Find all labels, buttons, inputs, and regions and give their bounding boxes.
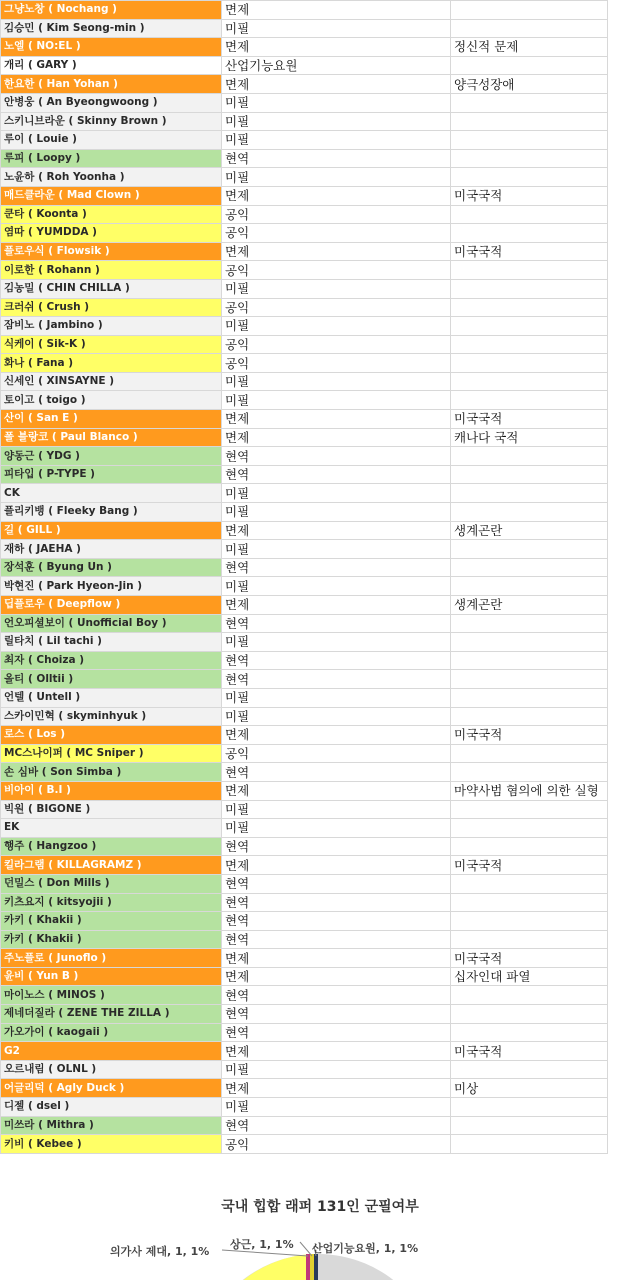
note-cell: 생계곤란 xyxy=(451,521,608,540)
rapper-name-cell: 비아이 ( B.I ) xyxy=(1,781,222,800)
rapper-name-cell: 쿤타 ( Koonta ) xyxy=(1,205,222,224)
table-row xyxy=(1,1098,608,1117)
rapper-name-cell: 플로우식 ( Flowsik ) xyxy=(1,242,222,261)
table-row xyxy=(1,577,608,596)
rapper-name-cell: 개리 ( GARY ) xyxy=(1,56,222,75)
military-status-cell: 미필 xyxy=(222,112,451,131)
note-cell: 미국국적 xyxy=(451,949,608,968)
table-row xyxy=(1,205,608,224)
military-status-cell: 현역 xyxy=(222,874,451,893)
rapper-name-cell: 플리키뱅 ( Fleeky Bang ) xyxy=(1,503,222,522)
military-status-cell: 면제 xyxy=(222,1079,451,1098)
military-status-cell: 미필 xyxy=(222,391,451,410)
table-row xyxy=(1,93,608,112)
rapper-name-cell: 토이고 ( toigo ) xyxy=(1,391,222,410)
rapper-name-cell: 그냥노창 ( Nochang ) xyxy=(1,1,222,20)
table-row xyxy=(1,465,608,484)
note-cell xyxy=(451,874,608,893)
note-cell: 미국국적 xyxy=(451,186,608,205)
military-status-cell: 미필 xyxy=(222,633,451,652)
military-status-cell: 현역 xyxy=(222,465,451,484)
military-status-cell: 면제 xyxy=(222,75,451,94)
military-status-cell: 면제 xyxy=(222,38,451,57)
note-cell: 미국국적 xyxy=(451,242,608,261)
table-row xyxy=(1,949,608,968)
table-row xyxy=(1,298,608,317)
military-status-cell: 공익 xyxy=(222,205,451,224)
military-status-cell: 면제 xyxy=(222,949,451,968)
note-cell xyxy=(451,168,608,187)
rapper-name-cell: 언오피셜보이 ( Unofficial Boy ) xyxy=(1,614,222,633)
military-status-cell: 면제 xyxy=(222,521,451,540)
rapper-name-cell: 킬라그램 ( KILLAGRAMZ ) xyxy=(1,856,222,875)
pie-chart xyxy=(0,1226,640,1280)
table-row xyxy=(1,763,608,782)
table-row xyxy=(1,912,608,931)
table-row xyxy=(1,744,608,763)
rapper-name-cell: 키츠요지 ( kitsyojii ) xyxy=(1,893,222,912)
table-row xyxy=(1,930,608,949)
note-cell xyxy=(451,298,608,317)
military-status-cell: 현역 xyxy=(222,558,451,577)
table-row xyxy=(1,372,608,391)
military-status-cell: 면제 xyxy=(222,596,451,615)
military-status-cell: 면제 xyxy=(222,856,451,875)
military-status-cell: 현역 xyxy=(222,837,451,856)
note-cell xyxy=(451,205,608,224)
rapper-name-cell: 릴타치 ( Lil tachi ) xyxy=(1,633,222,652)
military-status-cell: 현역 xyxy=(222,149,451,168)
table-row xyxy=(1,670,608,689)
note-cell xyxy=(451,1116,608,1135)
note-cell xyxy=(451,261,608,280)
table-body xyxy=(1,1,608,1154)
chart-title: 국내 힙합 래퍼 131인 군필여부 xyxy=(221,1199,419,1215)
rapper-name-cell: 염따 ( YUMDDA ) xyxy=(1,224,222,243)
leader-line-sanggeun xyxy=(300,1242,312,1256)
note-cell xyxy=(451,93,608,112)
military-status-cell: 현역 xyxy=(222,651,451,670)
table-row xyxy=(1,633,608,652)
military-status-cell: 현역 xyxy=(222,1023,451,1042)
table-row xyxy=(1,800,608,819)
military-status-cell: 미필 xyxy=(222,1060,451,1079)
military-status-cell: 면제 xyxy=(222,428,451,447)
rapper-name-cell: 행주 ( Hangzoo ) xyxy=(1,837,222,856)
table-row xyxy=(1,354,608,373)
note-cell xyxy=(451,763,608,782)
table-row xyxy=(1,335,608,354)
military-status-cell: 미필 xyxy=(222,688,451,707)
rapper-name-cell: 양동근 ( YDG ) xyxy=(1,447,222,466)
table-row xyxy=(1,893,608,912)
rapper-name-cell: 노엘 ( NO:EL ) xyxy=(1,38,222,57)
note-cell xyxy=(451,930,608,949)
military-status-cell: 공익 xyxy=(222,261,451,280)
military-status-cell: 현역 xyxy=(222,763,451,782)
table-row xyxy=(1,1005,608,1024)
table-row xyxy=(1,1079,608,1098)
table-row xyxy=(1,447,608,466)
rapper-name-cell: 이로한 ( Rohann ) xyxy=(1,261,222,280)
table-row xyxy=(1,596,608,615)
pie-slice-industrial xyxy=(314,1254,318,1280)
rapper-name-cell: 재하 ( JAEHA ) xyxy=(1,540,222,559)
rapper-name-cell: 화나 ( Fana ) xyxy=(1,354,222,373)
note-cell xyxy=(451,893,608,912)
note-cell: 미국국적 xyxy=(451,726,608,745)
rapper-name-cell: 김승민 ( Kim Seong-min ) xyxy=(1,19,222,38)
military-status-cell: 공익 xyxy=(222,1135,451,1154)
table-row xyxy=(1,75,608,94)
table-row xyxy=(1,503,608,522)
note-cell xyxy=(451,633,608,652)
rapper-name-cell: 식케이 ( Sik-K ) xyxy=(1,335,222,354)
table-row xyxy=(1,391,608,410)
military-status-cell: 면제 xyxy=(222,781,451,800)
military-status-cell: 현역 xyxy=(222,893,451,912)
military-status-cell: 면제 xyxy=(222,1,451,20)
military-status-cell: 미필 xyxy=(222,372,451,391)
note-cell xyxy=(451,354,608,373)
rapper-name-cell: 주노플로 ( Junoflo ) xyxy=(1,949,222,968)
rapper-name-cell: 카키 ( Khakii ) xyxy=(1,930,222,949)
note-cell xyxy=(451,1005,608,1024)
table-row xyxy=(1,149,608,168)
military-status-cell: 미필 xyxy=(222,93,451,112)
rapper-name-cell: 제네더질라 ( ZENE THE ZILLA ) xyxy=(1,1005,222,1024)
note-cell xyxy=(451,335,608,354)
rapper-name-cell: 디젤 ( dsel ) xyxy=(1,1098,222,1117)
military-status-cell: 산업기능요원 xyxy=(222,56,451,75)
table-row xyxy=(1,131,608,150)
rapper-name-cell: 최자 ( Choiza ) xyxy=(1,651,222,670)
military-status-cell: 공익 xyxy=(222,354,451,373)
note-cell xyxy=(451,540,608,559)
note-cell: 캐나다 국적 xyxy=(451,428,608,447)
pie-label-sanggeun: 상근, 1, 1% xyxy=(230,1238,294,1251)
table-row xyxy=(1,186,608,205)
military-status-cell: 면제 xyxy=(222,410,451,429)
table-row xyxy=(1,224,608,243)
rapper-name-cell: 어글리덕 ( Agly Duck ) xyxy=(1,1079,222,1098)
military-status-cell: 미필 xyxy=(222,279,451,298)
note-cell xyxy=(451,558,608,577)
note-cell xyxy=(451,484,608,503)
military-status-cell: 면제 xyxy=(222,186,451,205)
rapper-name-cell: 스카이민혁 ( skyminhyuk ) xyxy=(1,707,222,726)
table-row xyxy=(1,38,608,57)
military-status-cell: 미필 xyxy=(222,19,451,38)
rapper-name-cell: 오르내림 ( OLNL ) xyxy=(1,1060,222,1079)
military-status-cell: 공익 xyxy=(222,744,451,763)
military-status-cell: 공익 xyxy=(222,298,451,317)
note-cell xyxy=(451,912,608,931)
rapper-name-cell: 박현진 ( Park Hyeon-Jin ) xyxy=(1,577,222,596)
rapper-name-cell: 신세인 ( XINSAYNE ) xyxy=(1,372,222,391)
military-status-cell: 면제 xyxy=(222,967,451,986)
military-status-cell: 면제 xyxy=(222,242,451,261)
military-status-cell: 현역 xyxy=(222,670,451,689)
table-row xyxy=(1,1060,608,1079)
table-row xyxy=(1,1116,608,1135)
table-row xyxy=(1,484,608,503)
note-cell: 십자인대 파열 xyxy=(451,967,608,986)
military-status-cell: 미필 xyxy=(222,168,451,187)
note-cell: 미상 xyxy=(451,1079,608,1098)
military-status-cell: 현역 xyxy=(222,912,451,931)
military-status-cell: 미필 xyxy=(222,540,451,559)
rapper-name-cell: 장석훈 ( Byung Un ) xyxy=(1,558,222,577)
table-row xyxy=(1,558,608,577)
note-cell xyxy=(451,577,608,596)
note-cell: 미국국적 xyxy=(451,410,608,429)
military-status-cell: 미필 xyxy=(222,707,451,726)
rapper-name-cell: MC스나이퍼 ( MC Sniper ) xyxy=(1,744,222,763)
military-status-cell: 현역 xyxy=(222,986,451,1005)
note-cell: 미국국적 xyxy=(451,1042,608,1061)
rapper-name-cell: 한요한 ( Han Yohan ) xyxy=(1,75,222,94)
rapper-name-cell: 매드클라운 ( Mad Clown ) xyxy=(1,186,222,205)
table-row xyxy=(1,614,608,633)
table-row xyxy=(1,261,608,280)
military-status-cell: 미필 xyxy=(222,503,451,522)
table-row xyxy=(1,56,608,75)
note-cell xyxy=(451,503,608,522)
rapper-name-cell: 로스 ( Los ) xyxy=(1,726,222,745)
military-status-cell: 미필 xyxy=(222,1098,451,1117)
note-cell xyxy=(451,279,608,298)
military-status-cell: 현역 xyxy=(222,614,451,633)
note-cell: 정신적 문제 xyxy=(451,38,608,57)
military-status-cell: 면제 xyxy=(222,1042,451,1061)
note-cell xyxy=(451,372,608,391)
table-row xyxy=(1,819,608,838)
table-row xyxy=(1,781,608,800)
table-row xyxy=(1,707,608,726)
table-row xyxy=(1,540,608,559)
note-cell xyxy=(451,707,608,726)
rapper-name-cell: 키비 ( Kebee ) xyxy=(1,1135,222,1154)
note-cell xyxy=(451,131,608,150)
rapper-name-cell: 길 ( GILL ) xyxy=(1,521,222,540)
note-cell xyxy=(451,19,608,38)
table-row xyxy=(1,410,608,429)
rapper-name-cell: 가오가이 ( kaogaii ) xyxy=(1,1023,222,1042)
note-cell xyxy=(451,651,608,670)
rapper-name-cell: 피타입 ( P-TYPE ) xyxy=(1,465,222,484)
note-cell xyxy=(451,986,608,1005)
note-cell xyxy=(451,688,608,707)
table-row xyxy=(1,726,608,745)
pie-slice-discharge xyxy=(306,1254,310,1280)
rapper-name-cell: 산이 ( San E ) xyxy=(1,410,222,429)
note-cell xyxy=(451,1060,608,1079)
table-row xyxy=(1,856,608,875)
pie-label-discharge: 의가사 제대, 1, 1% xyxy=(110,1245,210,1258)
military-status-cell: 미필 xyxy=(222,577,451,596)
note-cell: 미국국적 xyxy=(451,856,608,875)
table-row xyxy=(1,317,608,336)
military-status-cell: 면제 xyxy=(222,726,451,745)
table-row xyxy=(1,521,608,540)
note-cell xyxy=(451,670,608,689)
pie-label-industrial: 산업기능요원, 1, 1% xyxy=(312,1242,419,1255)
rapper-name-cell: 던밀스 ( Don Mills ) xyxy=(1,874,222,893)
military-status-cell: 미필 xyxy=(222,131,451,150)
rapper-name-cell: 손 심바 ( Son Simba ) xyxy=(1,763,222,782)
table-row xyxy=(1,19,608,38)
note-cell xyxy=(451,819,608,838)
rapper-name-cell: 윤비 ( Yun B ) xyxy=(1,967,222,986)
note-cell xyxy=(451,112,608,131)
note-cell xyxy=(451,800,608,819)
table-row xyxy=(1,112,608,131)
note-cell xyxy=(451,1023,608,1042)
note-cell xyxy=(451,1,608,20)
table-row xyxy=(1,967,608,986)
note-cell xyxy=(451,224,608,243)
note-cell xyxy=(451,744,608,763)
table-row xyxy=(1,168,608,187)
note-cell xyxy=(451,465,608,484)
rapper-name-cell: 카키 ( Khakii ) xyxy=(1,912,222,931)
military-status-cell: 미필 xyxy=(222,317,451,336)
table-row xyxy=(1,242,608,261)
rapper-name-cell: 잠비노 ( Jambino ) xyxy=(1,317,222,336)
note-cell xyxy=(451,149,608,168)
military-status-cell: 현역 xyxy=(222,930,451,949)
rapper-name-cell: 김농밀 ( CHIN CHILLA ) xyxy=(1,279,222,298)
military-status-cell: 현역 xyxy=(222,1116,451,1135)
table-row xyxy=(1,1023,608,1042)
table-row xyxy=(1,279,608,298)
military-status-cell: 공익 xyxy=(222,224,451,243)
note-cell xyxy=(451,1135,608,1154)
rapper-name-cell: 언텔 ( Untell ) xyxy=(1,688,222,707)
note-cell xyxy=(451,614,608,633)
rapper-name-cell: G2 xyxy=(1,1042,222,1061)
military-status-cell: 미필 xyxy=(222,819,451,838)
table-row xyxy=(1,1042,608,1061)
military-status-cell: 미필 xyxy=(222,484,451,503)
rapper-name-cell: 루피 ( Loopy ) xyxy=(1,149,222,168)
rapper-name-cell: 루이 ( Louie ) xyxy=(1,131,222,150)
note-cell: 마약사범 혐의에 의한 실형 xyxy=(451,781,608,800)
table-row xyxy=(1,1,608,20)
rapper-name-cell: 마이노스 ( MINOS ) xyxy=(1,986,222,1005)
note-cell: 생계곤란 xyxy=(451,596,608,615)
table-row xyxy=(1,1135,608,1154)
rapper-name-cell: 폴 블랑코 ( Paul Blanco ) xyxy=(1,428,222,447)
military-status-cell: 현역 xyxy=(222,1005,451,1024)
table-row xyxy=(1,837,608,856)
rapper-name-cell: 스키니브라운 ( Skinny Brown ) xyxy=(1,112,222,131)
table-row xyxy=(1,428,608,447)
note-cell xyxy=(451,1098,608,1117)
rapper-name-cell: 올티 ( Olltii ) xyxy=(1,670,222,689)
rapper-name-cell: 딥플로우 ( Deepflow ) xyxy=(1,596,222,615)
rapper-name-cell: 안병웅 ( An Byeongwoong ) xyxy=(1,93,222,112)
rapper-name-cell: 크러쉬 ( Crush ) xyxy=(1,298,222,317)
table-row xyxy=(1,986,608,1005)
note-cell xyxy=(451,56,608,75)
table-row xyxy=(1,688,608,707)
note-cell xyxy=(451,391,608,410)
note-cell: 양극성장애 xyxy=(451,75,608,94)
rapper-name-cell: CK xyxy=(1,484,222,503)
rapper-name-cell: 빅원 ( BIGONE ) xyxy=(1,800,222,819)
rapper-name-cell: 노윤하 ( Roh Yoonha ) xyxy=(1,168,222,187)
military-status-cell: 공익 xyxy=(222,335,451,354)
table-row xyxy=(1,651,608,670)
note-cell xyxy=(451,447,608,466)
military-status-cell: 현역 xyxy=(222,447,451,466)
military-status-cell: 미필 xyxy=(222,800,451,819)
pie-slice-sanggeun xyxy=(310,1254,314,1280)
rapper-name-cell: EK xyxy=(1,819,222,838)
rapper-name-cell: 미쓰라 ( Mithra ) xyxy=(1,1116,222,1135)
table-row xyxy=(1,874,608,893)
note-cell xyxy=(451,837,608,856)
note-cell xyxy=(451,317,608,336)
